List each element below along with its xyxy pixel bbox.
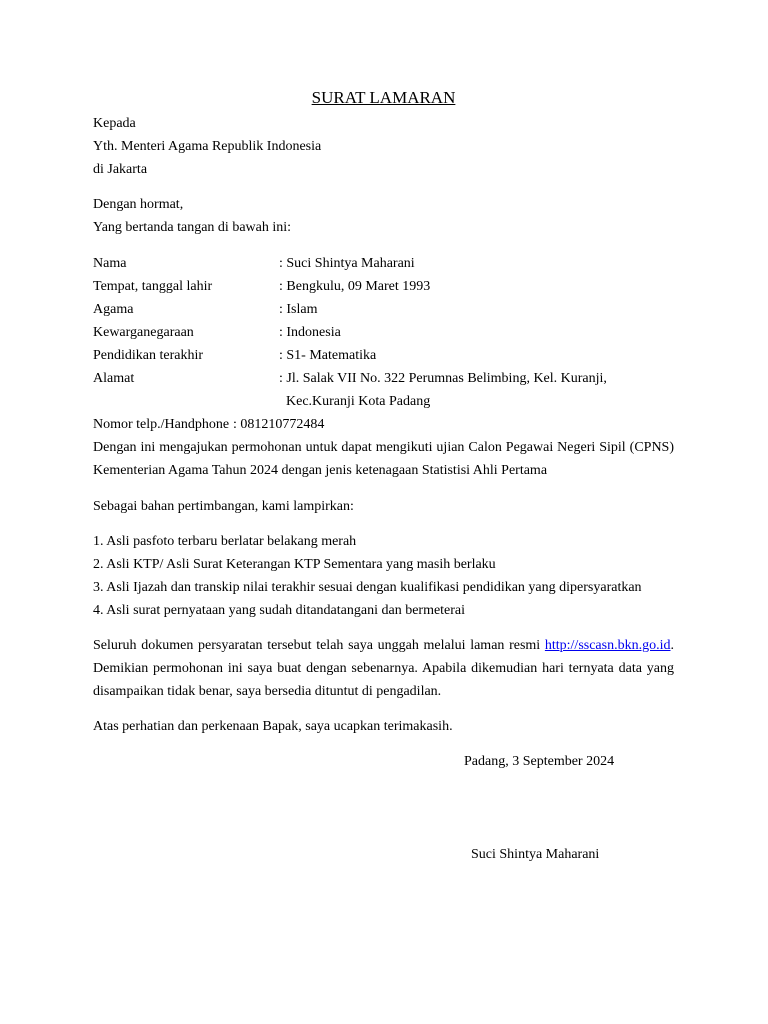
closing-paragraph <box>93 634 674 703</box>
signature-name: Suci Shintya Maharani <box>471 847 600 862</box>
closing-text-suffix: . Demikian permohonan ini saya buat dengan sebenarnya. Apabila dikemudian hari ternyata data yang disampaikan tidak benar, saya bersedia dituntut di pengadilan. <box>93 638 674 699</box>
recipient-line-1: Kepada <box>93 116 136 131</box>
intro-text: Yang bertanda tangan di bawah ini: <box>93 220 292 235</box>
field-value-ttl: : Bengkulu, 09 Maret 1993 <box>279 279 431 294</box>
field-value-pendidikan: : S1- Matematika <box>279 348 377 363</box>
field-value-kewarganegaraan: : Indonesia <box>279 325 341 340</box>
letter-title: SURAT LAMARAN <box>311 88 456 107</box>
field-value-agama: : Islam <box>279 302 318 317</box>
greeting: Dengan hormat, <box>93 197 184 212</box>
field-label-agama: Agama <box>93 302 134 317</box>
attachment-item: 4. Asli surat pernyataan yang sudah ditandatangani dan bermeterai <box>93 603 466 618</box>
field-value-alamat-cont: Kec.Kuranji Kota Padang <box>286 394 431 409</box>
closing-text-prefix: Seluruh dokumen persyaratan tersebut telah saya unggah melalui laman resmi <box>93 638 545 653</box>
field-label-nama: Nama <box>93 256 127 271</box>
field-label-pendidikan: Pendidikan terakhir <box>93 348 204 363</box>
application-paragraph: Dengan ini mengajukan permohonan untuk dapat mengikuti ujian Calon Pegawai Negeri Sipil (CPNS) Kementerian Agama Tahun 2024 dengan jenis ketenagaan Statistisi Ahli Pertama <box>93 440 674 478</box>
field-label-alamat: Alamat <box>93 371 135 386</box>
field-label-kewarganegaraan: Kewarganegaraan <box>93 325 194 340</box>
recipient-line-2: Yth. Menteri Agama Republik Indonesia <box>93 139 322 154</box>
attachments-intro: Sebagai bahan pertimbangan, kami lampirkan: <box>93 499 354 514</box>
field-value-nama: : Suci Shintya Maharani <box>279 256 415 271</box>
thanks-text: Atas perhatian dan perkenaan Bapak, saya ucapkan terimakasih. <box>93 719 453 734</box>
place-date: Padang, 3 September 2024 <box>464 754 615 769</box>
attachment-item: 2. Asli KTP/ Asli Surat Keterangan KTP Sementara yang masih berlaku <box>93 557 496 572</box>
field-value-phone: : 081210772484 <box>233 417 325 432</box>
field-label-phone: Nomor telp./Handphone <box>93 417 230 432</box>
sscasn-link[interactable]: http://sscasn.bkn.go.id <box>544 638 671 653</box>
letter-page <box>93 0 674 1024</box>
attachment-item: 3. Asli Ijazah dan transkip nilai terakhir sesuai dengan kualifikasi pendidikan yang dipersyaratkan <box>93 580 642 595</box>
recipient-line-3: di Jakarta <box>93 162 148 177</box>
field-label-ttl: Tempat, tanggal lahir <box>93 279 213 294</box>
field-value-alamat: : Jl. Salak VII No. 322 Perumnas Belimbing, Kel. Kuranji, <box>279 371 607 386</box>
attachment-item: 1. Asli pasfoto terbaru berlatar belakang merah <box>93 534 357 549</box>
